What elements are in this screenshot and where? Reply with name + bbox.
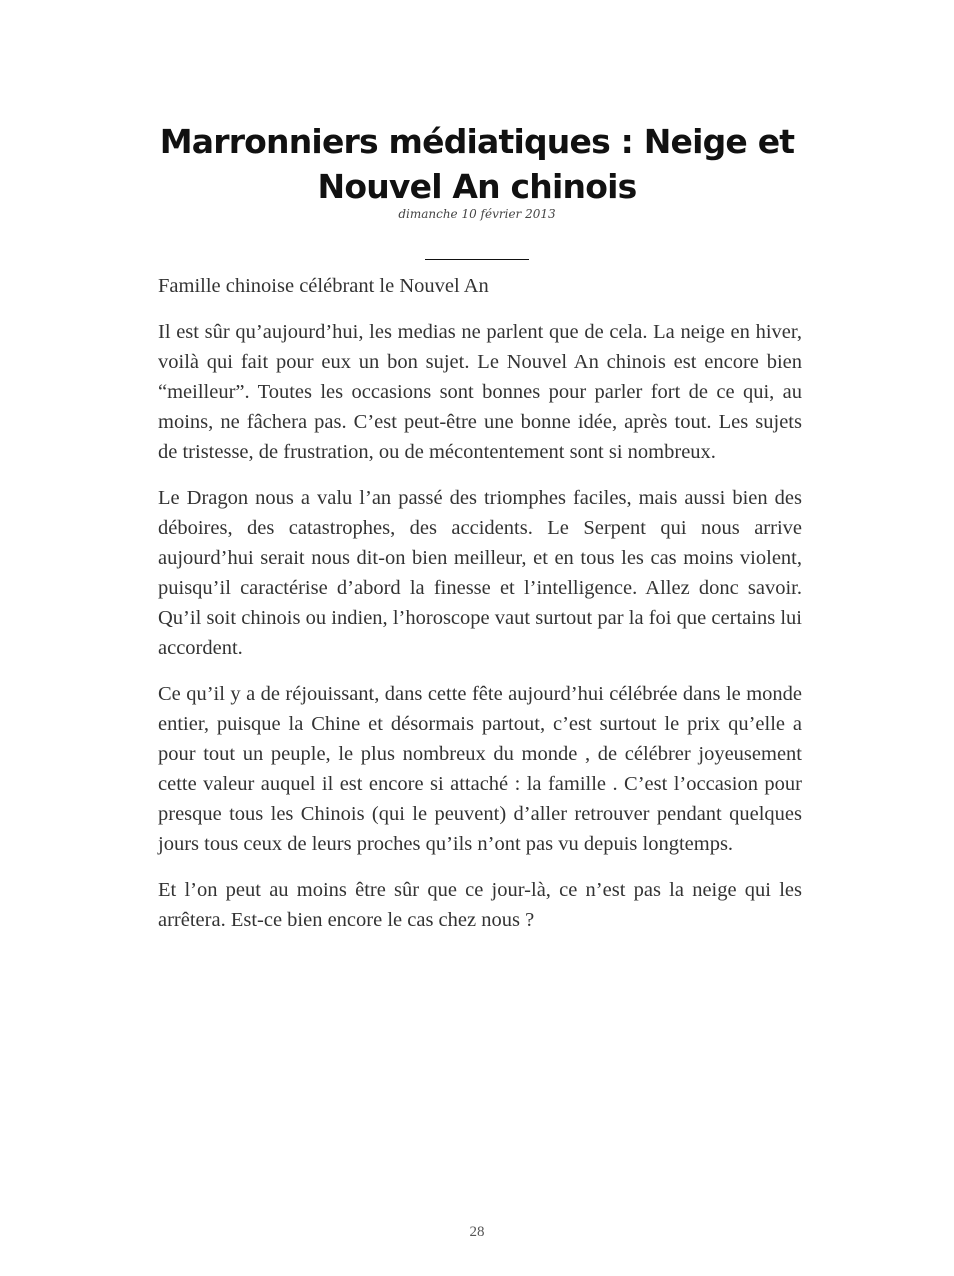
article-title: Marronniers médiatiques : Neige et Nouvel An chinois — [159, 122, 795, 206]
image-caption: Famille chinoise célébrant le Nouvel An — [158, 275, 489, 297]
page-number: 28 — [469, 1224, 485, 1240]
article-date: dimanche 10 février 2013 — [398, 207, 556, 221]
paragraph-4: Et l’on peut au moins être sûr que ce jour-là, ce n’est pas la neige qui les arrêtera. Est-ce bien encore le cas chez nous ? — [158, 879, 802, 931]
paragraph-3: Ce qu’il y a de réjouissant, dans cette fête aujourd’hui célébrée dans le monde entier, puisque la Chine et désormais partout, c’est surtout le prix qu’elle a pour tout un peuple, le plus nombreux du monde , de célébrer joyeusement cette valeur auquel il est encore si attaché : la famille . C’est l’occasion pour presque tous les Chinois (qui le peuvent) d’aller retrouver pendant quelques jours tous ceux de leurs proches qu’ils n’ont pas vu depuis longtemps. — [158, 683, 802, 855]
paragraph-1: Il est sûr qu’aujourd’hui, les medias ne parlent que de cela. La neige en hiver, voilà qui fait pour eux un bon sujet. Le Nouvel An chinois est encore bien “meilleur”. Toutes les occasions sont bonnes pour parler fort de ce qui, au moins, ne fâchera pas. C’est peut-être une bonne idée, après tout. Les sujets de tristesse, de frustration, ou de mécontentement sont si nombreux. — [158, 321, 802, 463]
article-body — [158, 271, 802, 951]
paragraph-2: Le Dragon nous a valu l’an passé des triomphes faciles, mais aussi bien des déboires, des catastrophes, des accidents. Le Serpent qui nous arrive aujourd’hui serait nous dit-on bien meilleur, et en tous les cas moins violent, puisqu’il caractérise d’abord la finesse et l’intelligence. Allez donc savoir. Qu’il soit chinois ou indien, l’horoscope vaut surtout par la foi que certains lui accordent. — [158, 487, 802, 659]
title-separator — [425, 259, 529, 260]
